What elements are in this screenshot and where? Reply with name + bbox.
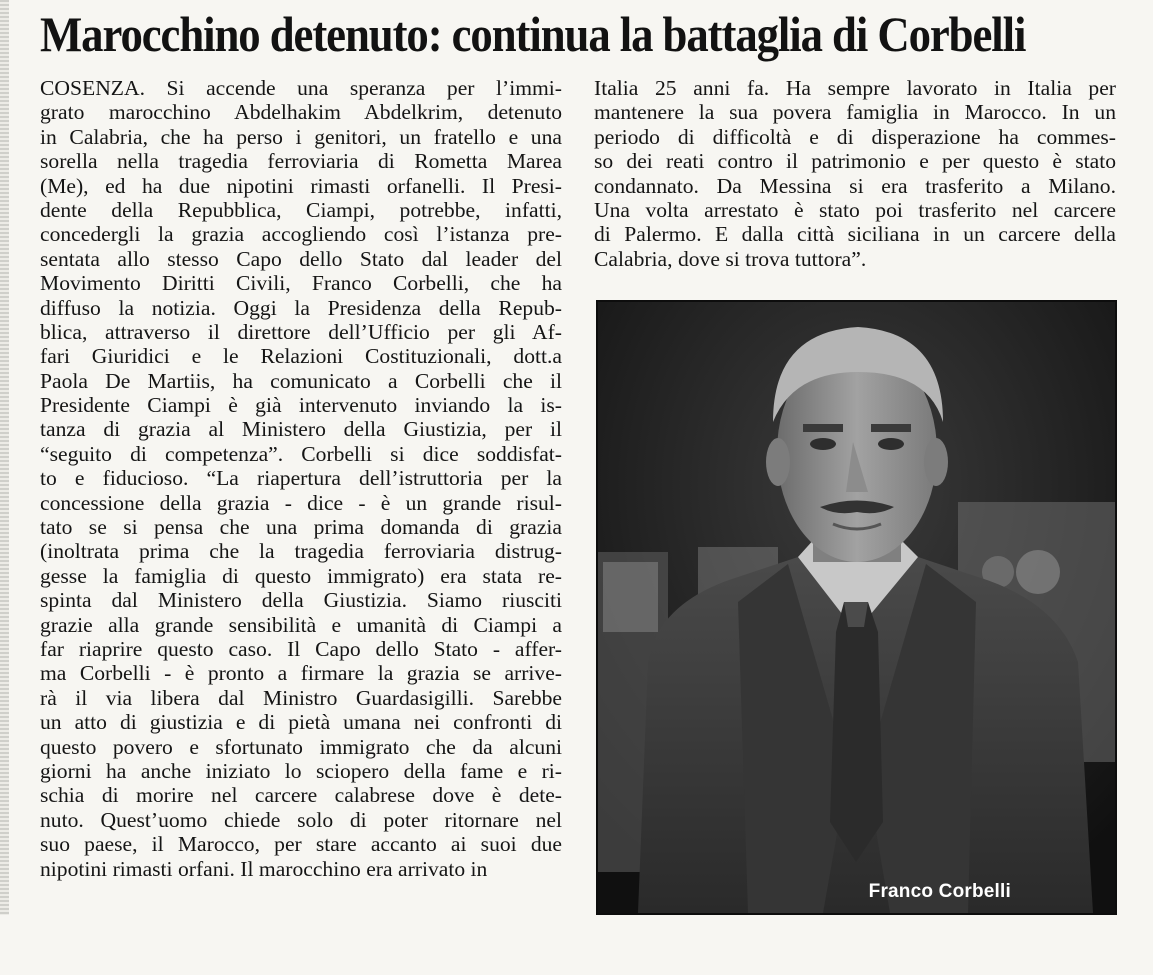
left-column-line: sorella nella tragedia ferroviaria di Rometta Marea bbox=[40, 149, 562, 174]
left-column-line: un atto di giustizia e di pietà umana nei confronti di bbox=[40, 710, 562, 735]
page-edge-rule bbox=[0, 0, 9, 915]
left-column-line: spinta dal Ministero della Giustizia. Siamo riusciti bbox=[40, 588, 562, 613]
right-column-line: Italia 25 anni fa. Ha sempre lavorato in Italia per bbox=[594, 76, 1116, 100]
left-column-line: (inoltrata prima che la tragedia ferroviaria distrug- bbox=[40, 539, 562, 564]
right-column-line: mantenere la sua povera famiglia in Marocco. In un bbox=[594, 100, 1116, 125]
left-column-line: far riaprire questo caso. Il Capo dello Stato - affer- bbox=[40, 636, 562, 661]
left-column-line: to e fiducioso. “La riapertura dell’istruttoria per la bbox=[40, 466, 562, 491]
left-column-line: ma Corbelli - è pronto a firmare la grazia se arrive- bbox=[40, 661, 562, 686]
right-column-line: periodo di difficoltà e di disperazione ha commes- bbox=[594, 124, 1116, 149]
left-column-line: suo paese, il Marocco, per stare accanto ai suoi due bbox=[40, 832, 562, 857]
right-column-line: Una volta arrestato è stato poi trasferito nel carcere bbox=[594, 197, 1116, 222]
left-column-line: schia di morire nel carcere calabrese dove è dete- bbox=[40, 783, 562, 808]
right-column-line: di Palermo. E dalla città siciliana in un carcere della bbox=[594, 222, 1116, 247]
left-column-line: diffuso la notizia. Oggi la Presidenza della Repub- bbox=[40, 295, 562, 320]
left-column-line: in Calabria, che ha perso i genitori, un fratello e una bbox=[40, 124, 562, 149]
left-column-line: giorni ha anche iniziato lo sciopero della fame e ri- bbox=[40, 758, 562, 783]
left-column-line: grato marocchino Abdelhakim Abdelkrim, detenuto bbox=[40, 100, 562, 125]
left-column-line: questo povero e sfortunato immigrato che da alcuni bbox=[40, 734, 562, 759]
right-column-line: condannato. Da Messina si era trasferito a Milano. bbox=[594, 173, 1116, 198]
photo-caption: Franco Corbelli bbox=[868, 881, 1011, 902]
article-column-right bbox=[594, 76, 1116, 271]
left-column-line: COSENZA. Si accende una speranza per l’immi- bbox=[40, 76, 562, 100]
left-column-line: sentata allo stesso Capo dello Stato dal leader del bbox=[40, 246, 562, 271]
left-column-line: concessione della grazia - dice - è un grande risul- bbox=[40, 490, 562, 515]
left-column-line: fari Giuridici e le Relazioni Costituzionali, dott.a bbox=[40, 344, 562, 369]
right-column-line: Calabria, dove si trova tuttora”. bbox=[594, 246, 867, 271]
left-column-line: tato se si pensa che una prima domanda di grazia bbox=[40, 515, 562, 540]
left-column-line: dente della Repubblica, Ciampi, potrebbe, infatti, bbox=[40, 197, 562, 222]
left-column-line: nipotini rimasti orfani. Il marocchino era arrivato in bbox=[40, 856, 488, 881]
left-column-line: gesse la famiglia di questo immigrato) era stata re- bbox=[40, 563, 562, 588]
left-column-line: tanza di grazia al Ministero della Giustizia, per il bbox=[40, 417, 562, 442]
left-column-line: (Me), ed ha due nipotini rimasti orfanelli. Il Presi- bbox=[40, 173, 562, 198]
left-column-line: “seguito di competenza”. Corbelli si dice soddisfat- bbox=[40, 441, 562, 466]
left-column-line: Movimento Diritti Civili, Franco Corbelli, che ha bbox=[40, 271, 562, 296]
right-column-line: so dei reati contro il patrimonio e per questo è stato bbox=[594, 149, 1116, 174]
left-column-line: blica, attraverso il direttore dell’Ufficio per gli Af- bbox=[40, 319, 562, 344]
left-column-line: Paola De Martiis, ha comunicato a Corbelli che il bbox=[40, 368, 562, 393]
headline: Marocchino detenuto: continua la battaglia di Corbelli bbox=[40, 6, 1026, 62]
article-column-left bbox=[40, 76, 562, 881]
portrait-photo bbox=[596, 300, 1117, 915]
left-column-line: grazie alla grande sensibilità e umanità di Ciampi a bbox=[40, 612, 562, 637]
left-column-line: concedergli la grazia accogliendo così l’istanza pre- bbox=[40, 222, 562, 247]
portrait-illustration bbox=[598, 302, 1115, 913]
left-column-line: Presidente Ciampi è già intervenuto inviando la is- bbox=[40, 393, 562, 418]
left-column-line: nuto. Quest’uomo chiede solo di poter ritornare nel bbox=[40, 807, 562, 832]
left-column-line: rà il via libera dal Ministro Guardasigilli. Sarebbe bbox=[40, 685, 562, 710]
